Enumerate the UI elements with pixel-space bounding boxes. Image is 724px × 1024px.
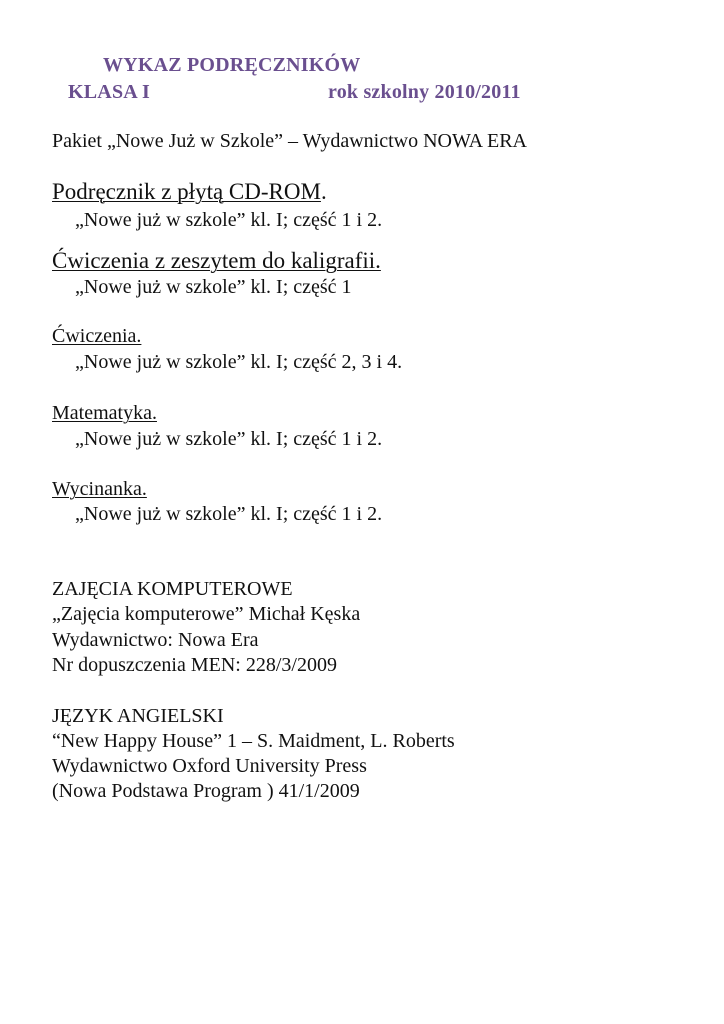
section-detail: „Nowe już w szkole” kl. I; część 2, 3 i 4.: [75, 351, 403, 373]
english-program: (Nowa Podstawa Program ) 41/1/2009: [52, 780, 360, 802]
section-heading: Ćwiczenia.: [52, 325, 142, 347]
section-heading-suffix: .: [320, 179, 327, 204]
section-heading: Wycinanka.: [52, 478, 147, 500]
package-line: Pakiet „Nowe Już w Szkole” – Wydawnictwo NOWA ERA: [52, 130, 527, 152]
computer-title: ZAJĘCIA KOMPUTEROWE: [52, 578, 293, 600]
section-heading: Matematyka.: [52, 402, 157, 424]
school-year: rok szkolny 2010/2011: [328, 81, 521, 103]
english-title: JĘZYK ANGIELSKI: [52, 705, 224, 727]
english-book: “New Happy House” 1 – S. Maidment, L. Roberts: [52, 730, 455, 752]
section-heading: [52, 180, 327, 204]
computer-book: „Zajęcia komputerowe” Michał Kęska: [52, 603, 361, 625]
section-detail: „Nowe już w szkole” kl. I; część 1 i 2.: [75, 209, 383, 231]
section-heading-text: Podręcznik z płytą CD-ROM: [52, 179, 321, 204]
computer-approval: Nr dopuszczenia MEN: 228/3/2009: [52, 654, 337, 676]
section-detail: „Nowe już w szkole” kl. I; część 1 i 2.: [75, 503, 383, 525]
section-detail: „Nowe już w szkole” kl. I; część 1: [75, 276, 352, 298]
english-publisher: Wydawnictwo Oxford University Press: [52, 755, 367, 777]
section-detail: „Nowe już w szkole” kl. I; część 1 i 2.: [75, 428, 383, 450]
document-title: WYKAZ PODRĘCZNIKÓW: [103, 54, 361, 76]
class-label: KLASA I: [68, 81, 150, 103]
section-heading: Ćwiczenia z zeszytem do kaligrafii.: [52, 248, 381, 273]
computer-publisher: Wydawnictwo: Nowa Era: [52, 629, 259, 651]
